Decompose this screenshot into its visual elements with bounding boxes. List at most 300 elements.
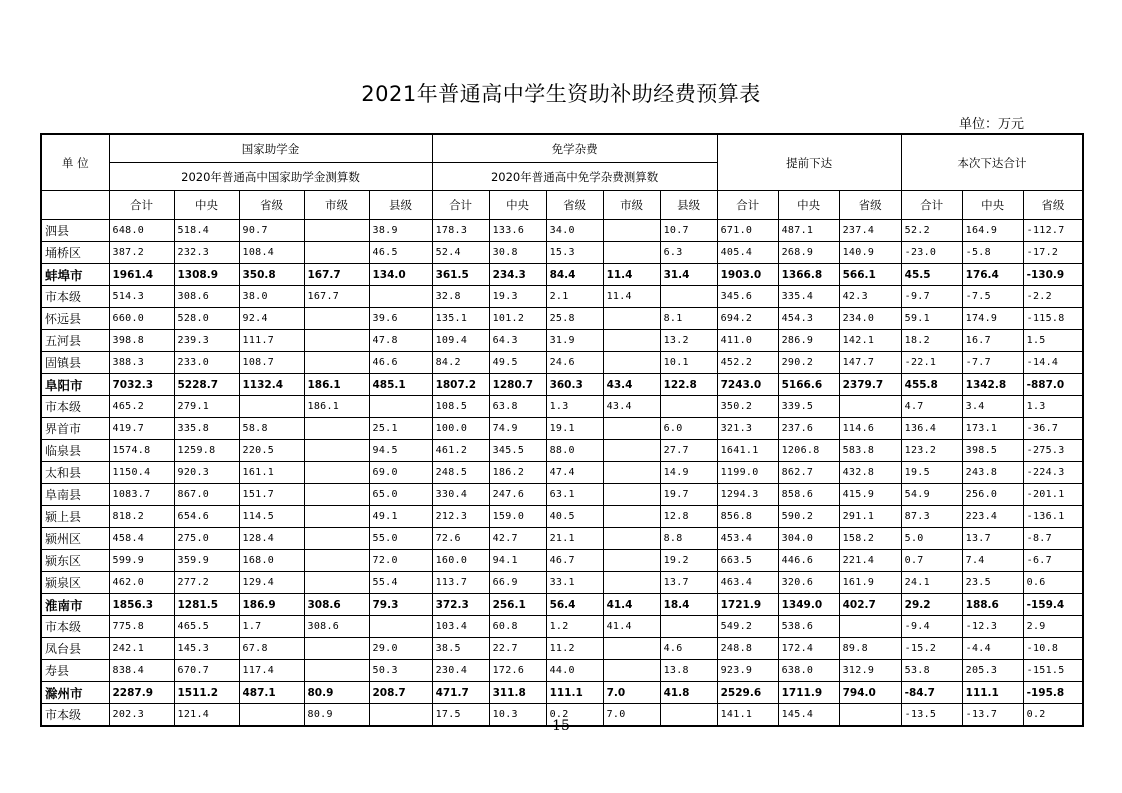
table-cell: 47.8 [369,330,432,352]
table-cell: 455.8 [901,374,962,396]
table-cell: 25.1 [369,418,432,440]
table-cell: 22.7 [489,638,546,660]
table-cell: 38.9 [369,220,432,242]
table-cell: 590.2 [778,506,839,528]
table-cell: 1807.2 [432,374,489,396]
table-cell: 113.7 [432,572,489,594]
table-cell [603,462,660,484]
table-row-city [41,682,1083,704]
table-cell: -130.9 [1023,264,1083,286]
table-cell: 419.7 [109,418,174,440]
table-cell: 6.0 [660,418,717,440]
table-cell: 308.6 [304,616,369,638]
table-cell: 230.4 [432,660,489,682]
row-name: 界首市 [41,418,109,440]
table-cell: 1294.3 [717,484,778,506]
table-cell: 402.7 [839,594,901,616]
table-cell: 19.7 [660,484,717,506]
table-cell: -9.7 [901,286,962,308]
table-cell: 10.1 [660,352,717,374]
table-cell [304,308,369,330]
table-cell: 1366.8 [778,264,839,286]
table-cell: 63.8 [489,396,546,418]
table-cell: 7.4 [962,550,1023,572]
table-cell: 242.1 [109,638,174,660]
table-cell: -112.7 [1023,220,1083,242]
table-cell: 1856.3 [109,594,174,616]
table-cell: 188.6 [962,594,1023,616]
table-cell: 1574.8 [109,440,174,462]
table-cell [603,484,660,506]
table-cell: 308.6 [304,594,369,616]
col-header: 省级 [839,191,901,220]
col-header: 省级 [546,191,603,220]
table-cell: 223.4 [962,506,1023,528]
table-cell: 453.4 [717,528,778,550]
table-cell [603,572,660,594]
table-cell: 290.2 [778,352,839,374]
table-cell: 446.6 [778,550,839,572]
header-national-grant-sub: 2020年普通高中国家助学金测算数 [109,163,432,191]
row-name: 市本级 [41,396,109,418]
row-name: 市本级 [41,286,109,308]
table-cell: 1280.7 [489,374,546,396]
col-header: 合计 [432,191,489,220]
table-body [41,220,1083,727]
table-cell: 39.6 [369,308,432,330]
table-row [41,242,1083,264]
table-cell: 41.4 [603,594,660,616]
table-cell: 147.7 [839,352,901,374]
table-cell: 6.3 [660,242,717,264]
table-cell: 133.6 [489,220,546,242]
table-cell: 29.2 [901,594,962,616]
table-row [41,308,1083,330]
col-header: 县级 [660,191,717,220]
table-cell: 432.8 [839,462,901,484]
table-cell: -5.8 [962,242,1023,264]
table-cell [660,396,717,418]
table-cell: 7032.3 [109,374,174,396]
table-cell: 80.9 [304,682,369,704]
table-cell: 114.5 [239,506,304,528]
table-cell: -7.5 [962,286,1023,308]
table-cell: 485.1 [369,374,432,396]
table-cell: 549.2 [717,616,778,638]
table-cell [304,528,369,550]
row-name: 颍泉区 [41,572,109,594]
table-cell: 291.1 [839,506,901,528]
table-cell: -22.1 [901,352,962,374]
table-cell: 94.1 [489,550,546,572]
table-cell: 411.0 [717,330,778,352]
table-cell: 248.5 [432,462,489,484]
table-cell: 1206.8 [778,440,839,462]
table-cell: 202.3 [109,704,174,727]
table-cell: 88.0 [546,440,603,462]
table-cell [369,286,432,308]
table-cell: 46.6 [369,352,432,374]
table-cell: 30.8 [489,242,546,264]
table-cell: 239.3 [174,330,239,352]
page-number: -15- [547,718,575,734]
table-cell: -7.7 [962,352,1023,374]
table-cell: -275.3 [1023,440,1083,462]
table-cell: 1342.8 [962,374,1023,396]
row-name: 颍上县 [41,506,109,528]
table-cell: 117.4 [239,660,304,682]
table-cell: 38.0 [239,286,304,308]
table-cell: 663.5 [717,550,778,572]
table-cell: 256.0 [962,484,1023,506]
table-cell: 19.2 [660,550,717,572]
table-cell [304,352,369,374]
table-cell [603,308,660,330]
table-cell: 56.4 [546,594,603,616]
table-cell: 1961.4 [109,264,174,286]
table-cell: 1281.5 [174,594,239,616]
table-cell [839,616,901,638]
table-row [41,330,1083,352]
table-cell [304,506,369,528]
table-cell: 1.3 [546,396,603,418]
table-cell: 7243.0 [717,374,778,396]
table-cell: 55.4 [369,572,432,594]
table-cell: 361.5 [432,264,489,286]
table-cell: 1.2 [546,616,603,638]
table-cell: 45.5 [901,264,962,286]
table-cell [304,484,369,506]
row-name: 泗县 [41,220,109,242]
table-cell: 145.4 [778,704,839,727]
table-cell [369,396,432,418]
table-cell: 49.1 [369,506,432,528]
table-row-city [41,374,1083,396]
table-cell: 458.4 [109,528,174,550]
col-header: 合计 [717,191,778,220]
table-cell: 27.7 [660,440,717,462]
table-cell: 335.8 [174,418,239,440]
table-cell: 856.8 [717,506,778,528]
table-cell [603,220,660,242]
col-header: 省级 [239,191,304,220]
table-cell: 862.7 [778,462,839,484]
table-cell: 2.1 [546,286,603,308]
table-cell: 38.5 [432,638,489,660]
table-cell: -23.0 [901,242,962,264]
table-cell: 275.0 [174,528,239,550]
table-cell: 248.8 [717,638,778,660]
header-blank [41,191,109,220]
table-row [41,220,1083,242]
table-cell [603,528,660,550]
table-cell: 186.9 [239,594,304,616]
table-cell: 50.3 [369,660,432,682]
table-cell: 134.0 [369,264,432,286]
table-cell: 462.0 [109,572,174,594]
col-header: 合计 [109,191,174,220]
table-cell: 243.8 [962,462,1023,484]
table-cell: 237.6 [778,418,839,440]
table-cell: 0.2 [1023,704,1083,727]
col-header: 中央 [174,191,239,220]
table-row [41,528,1083,550]
table-cell: 518.4 [174,220,239,242]
table-cell: 111.1 [546,682,603,704]
table-cell: 1.5 [1023,330,1083,352]
table-cell: 52.2 [901,220,962,242]
table-cell: 90.7 [239,220,304,242]
table-cell: 398.5 [962,440,1023,462]
table-cell: 5166.6 [778,374,839,396]
table-cell: 80.9 [304,704,369,727]
row-name: 颍东区 [41,550,109,572]
table-cell: 867.0 [174,484,239,506]
table-cell: 638.0 [778,660,839,682]
table-cell: 528.0 [174,308,239,330]
header-current-total: 本次下达合计 [901,134,1083,191]
col-header: 县级 [369,191,432,220]
table-cell: 1903.0 [717,264,778,286]
table-cell: 11.4 [603,286,660,308]
table-cell: 311.8 [489,682,546,704]
table-cell: 463.4 [717,572,778,594]
row-name: 怀远县 [41,308,109,330]
table-cell: 538.6 [778,616,839,638]
table-cell: 1641.1 [717,440,778,462]
table-cell: 388.3 [109,352,174,374]
table-cell: 41.4 [603,616,660,638]
table-cell: 74.9 [489,418,546,440]
table-cell: 40.5 [546,506,603,528]
table-cell: 172.4 [778,638,839,660]
table-cell: -13.5 [901,704,962,727]
table-cell [603,242,660,264]
table-cell: 3.4 [962,396,1023,418]
table-cell: 84.4 [546,264,603,286]
table-cell: 55.0 [369,528,432,550]
table-cell: 487.1 [778,220,839,242]
col-header: 市级 [304,191,369,220]
table-cell: 0.7 [901,550,962,572]
table-cell [603,660,660,682]
table-cell: 599.9 [109,550,174,572]
col-header: 合计 [901,191,962,220]
row-name: 固镇县 [41,352,109,374]
table-cell: 8.1 [660,308,717,330]
table-cell: 18.2 [901,330,962,352]
table-cell: -151.5 [1023,660,1083,682]
table-cell: -13.7 [962,704,1023,727]
table-cell: 122.8 [660,374,717,396]
header-tuition-waiver-sub: 2020年普通高中免学杂费测算数 [432,163,717,191]
table-cell: 5.0 [901,528,962,550]
table-cell: 1349.0 [778,594,839,616]
table-row [41,418,1083,440]
table-cell: 335.4 [778,286,839,308]
table-cell: 111.7 [239,330,304,352]
table-cell: 920.3 [174,462,239,484]
table-cell: 405.4 [717,242,778,264]
table-cell: 167.7 [304,286,369,308]
table-cell: 53.8 [901,660,962,682]
row-name: 埇桥区 [41,242,109,264]
unit-label: 单位：万元 [958,117,1024,132]
table-cell [603,638,660,660]
table-cell: 234.3 [489,264,546,286]
table-cell: 67.8 [239,638,304,660]
table-cell: 320.6 [778,572,839,594]
row-name: 滁州市 [41,682,109,704]
table-cell: 247.6 [489,484,546,506]
table-cell: -4.4 [962,638,1023,660]
table-cell: 114.6 [839,418,901,440]
table-cell: 670.7 [174,660,239,682]
table-cell [304,462,369,484]
table-cell: 415.9 [839,484,901,506]
table-cell: 1.7 [239,616,304,638]
header-advance: 提前下达 [717,134,901,191]
table-cell [304,550,369,572]
table-cell: 452.2 [717,352,778,374]
table-cell: 128.4 [239,528,304,550]
table-cell: 13.7 [962,528,1023,550]
table-cell [304,572,369,594]
table-cell: -15.2 [901,638,962,660]
table-cell: 46.7 [546,550,603,572]
table-cell: 18.4 [660,594,717,616]
table-cell: 41.8 [660,682,717,704]
table-cell: 121.4 [174,704,239,727]
table-cell: 7.0 [603,704,660,727]
table-cell: 19.1 [546,418,603,440]
table-cell: 256.1 [489,594,546,616]
table-cell: 136.4 [901,418,962,440]
table-cell [304,638,369,660]
table-cell: 11.2 [546,638,603,660]
table-cell: 350.8 [239,264,304,286]
table-cell: 63.1 [546,484,603,506]
col-header: 中央 [489,191,546,220]
table-cell [304,660,369,682]
table-cell: 461.2 [432,440,489,462]
table-cell: 566.1 [839,264,901,286]
table-cell: 49.5 [489,352,546,374]
table-cell [603,550,660,572]
table-row [41,484,1083,506]
table-cell: 161.1 [239,462,304,484]
table-cell: 158.2 [839,528,901,550]
page-title: 2021年普通高中学生资助补助经费预算表 [361,82,761,106]
table-cell: 31.4 [660,264,717,286]
table-cell [660,286,717,308]
table-cell: 42.3 [839,286,901,308]
table-row [41,352,1083,374]
table-cell: 14.9 [660,462,717,484]
row-name: 淮南市 [41,594,109,616]
table-cell: 42.7 [489,528,546,550]
table-cell: 818.2 [109,506,174,528]
table-cell [660,616,717,638]
table-cell: -224.3 [1023,462,1083,484]
table-cell: 29.0 [369,638,432,660]
table-cell: 89.8 [839,638,901,660]
table-cell: 237.4 [839,220,901,242]
table-cell: 2529.6 [717,682,778,704]
table-cell: 11.4 [603,264,660,286]
table-cell: 72.6 [432,528,489,550]
col-header: 中央 [778,191,839,220]
table-cell: 233.0 [174,352,239,374]
table-cell: -195.8 [1023,682,1083,704]
table-cell: 69.0 [369,462,432,484]
row-name: 临泉县 [41,440,109,462]
row-name: 蚌埠市 [41,264,109,286]
table-cell: 19.3 [489,286,546,308]
table-cell: 79.3 [369,594,432,616]
table-cell: 16.7 [962,330,1023,352]
table-cell: 583.8 [839,440,901,462]
table-cell: 1308.9 [174,264,239,286]
table-cell: 135.1 [432,308,489,330]
table-cell: -887.0 [1023,374,1083,396]
table-row-city [41,264,1083,286]
table-cell: -84.7 [901,682,962,704]
table-cell: 775.8 [109,616,174,638]
table-cell: 111.1 [962,682,1023,704]
table-cell: -36.7 [1023,418,1083,440]
table-row [41,462,1083,484]
table-cell [304,220,369,242]
table-cell: -201.1 [1023,484,1083,506]
table-cell [239,396,304,418]
table-cell: 8.8 [660,528,717,550]
row-name: 凤台县 [41,638,109,660]
table-cell: 25.8 [546,308,603,330]
table-cell: 2.9 [1023,616,1083,638]
table-cell: 1511.2 [174,682,239,704]
table-cell: 65.0 [369,484,432,506]
header-tuition-waiver: 免学杂费 [432,134,717,163]
table-row [41,638,1083,660]
table-cell: 794.0 [839,682,901,704]
table-cell: 4.7 [901,396,962,418]
table-cell: 1259.8 [174,440,239,462]
table-row [41,440,1083,462]
header-unit: 单 位 [41,134,109,191]
table-cell: 140.9 [839,242,901,264]
col-header: 市级 [603,191,660,220]
table-cell: 232.3 [174,242,239,264]
table-cell: -9.4 [901,616,962,638]
table-cell: 10.7 [660,220,717,242]
table-cell: 387.2 [109,242,174,264]
table-cell: 648.0 [109,220,174,242]
table-cell: -159.4 [1023,594,1083,616]
table-cell: 312.9 [839,660,901,682]
table-cell [603,506,660,528]
table-cell: -6.7 [1023,550,1083,572]
table-cell: 159.0 [489,506,546,528]
table-cell: 44.0 [546,660,603,682]
table-cell: 173.1 [962,418,1023,440]
table-cell: 277.2 [174,572,239,594]
table-row [41,616,1083,638]
row-name: 寿县 [41,660,109,682]
table-cell: -17.2 [1023,242,1083,264]
table-cell: 161.9 [839,572,901,594]
table-cell: 654.6 [174,506,239,528]
